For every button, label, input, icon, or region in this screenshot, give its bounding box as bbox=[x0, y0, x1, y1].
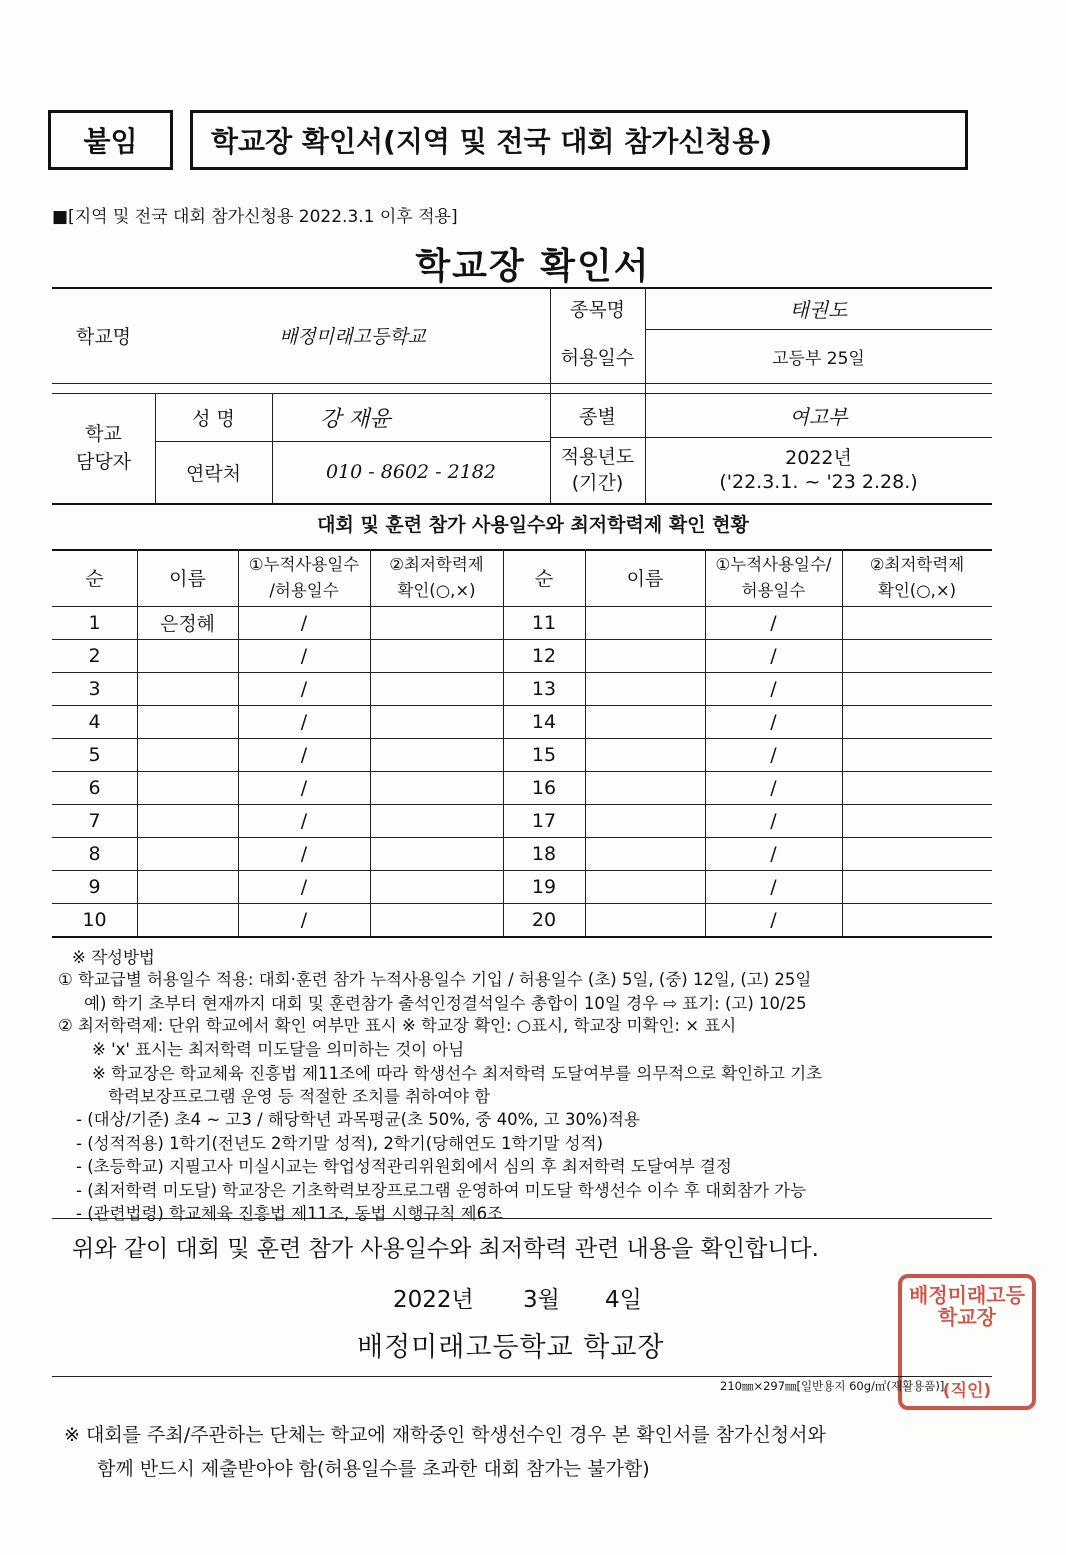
row-name-left bbox=[137, 870, 238, 903]
row-days-right: / bbox=[770, 743, 777, 766]
row-num-left: 2 bbox=[88, 644, 101, 667]
row-academic-right bbox=[842, 705, 992, 738]
instruction-line: ① 학교급별 허용일수 적용: 대회·훈련 참가 누적사용일수 기입 / 허용일수 (초) 5일, (중) 12일, (고) 25일 bbox=[58, 970, 812, 989]
paper-spec: 210㎜×297㎜[일반용지 60g/㎡(재활용품)] bbox=[720, 1379, 945, 1393]
row-num-left: 8 bbox=[88, 842, 101, 865]
row-academic-left bbox=[370, 771, 503, 804]
instruction-line: - (성적적용) 1학기(전년도 2학기말 성적), 2학기(당해연도 1학기말 성적) bbox=[76, 1134, 604, 1153]
header-name-left: 이름 bbox=[169, 568, 206, 590]
school-value: 배정미래고등학교 bbox=[279, 325, 426, 348]
school-label: 학교명 bbox=[75, 325, 132, 348]
row-name-right bbox=[585, 903, 705, 936]
row-academic-left bbox=[370, 903, 503, 936]
confirmation-text: 위와 같이 대회 및 훈련 참가 사용일수와 최저학력 관련 내용을 확인합니다. bbox=[72, 1236, 819, 1262]
header-days-right: ①누적사용일수/ 허용일수 bbox=[715, 554, 832, 600]
row-days-right: / bbox=[770, 710, 777, 733]
row-academic-right bbox=[842, 903, 992, 936]
row-name-left bbox=[137, 639, 238, 672]
row-academic-right bbox=[842, 738, 992, 771]
instruction-line: ② 최저학력제: 단위 학교에서 확인 여부만 표시 ※ 학교장 확인: ○표시, 학교장 미확인: × 표시 bbox=[58, 1016, 737, 1035]
manager-label: 학교 담당자 bbox=[75, 423, 132, 473]
header-title-box bbox=[190, 110, 968, 170]
row-num-left: 7 bbox=[88, 809, 101, 832]
row-num-right: 12 bbox=[531, 644, 557, 667]
division-value: 여고부 bbox=[789, 404, 848, 429]
row-name-right bbox=[585, 738, 705, 771]
row-days-right: / bbox=[770, 776, 777, 799]
year-value: 2022년 bbox=[785, 447, 852, 469]
row-num-left: 4 bbox=[88, 710, 101, 733]
row-academic-right bbox=[842, 606, 992, 639]
year-label: 적용년도 (기간) bbox=[560, 446, 635, 494]
instructions-bottom-line bbox=[52, 1218, 992, 1219]
row-name-left bbox=[137, 705, 238, 738]
period-value: ('22.3.1. ~ '23 2.28.) bbox=[719, 471, 918, 493]
row-days-left: / bbox=[300, 743, 308, 766]
name-label: 성 명 bbox=[192, 407, 235, 430]
row-num-right: 16 bbox=[531, 776, 557, 799]
row-academic-left bbox=[370, 804, 503, 837]
row-name-left bbox=[137, 771, 238, 804]
row-name-right bbox=[585, 672, 705, 705]
header-num-right: 순 bbox=[534, 568, 554, 590]
row-name-right bbox=[585, 771, 705, 804]
row-days-right: / bbox=[770, 644, 777, 667]
allowed-label: 허용일수 bbox=[560, 346, 635, 369]
instruction-line: 학력보장프로그램 운영 등 적절한 조치를 취하여야 함 bbox=[108, 1087, 491, 1106]
row-days-left: / bbox=[300, 809, 308, 832]
row-days-left: / bbox=[300, 644, 308, 667]
header-academic-left: ②최저학력제 확인(○,×) bbox=[389, 554, 484, 600]
row-academic-right bbox=[842, 804, 992, 837]
row-days-right: / bbox=[770, 809, 777, 832]
header-title: 학교장 확인서(지역 및 전국 대회 참가신청용) bbox=[211, 125, 773, 158]
row-name-left bbox=[137, 672, 238, 705]
info-table-bottom bbox=[52, 503, 992, 505]
header-name-right: 이름 bbox=[626, 568, 664, 590]
row-days-right: / bbox=[770, 908, 777, 931]
header-academic-right: ②최저학력제 확인(○,×) bbox=[869, 554, 965, 600]
row-num-right: 18 bbox=[531, 842, 557, 865]
row-num-right: 11 bbox=[531, 611, 557, 634]
seal-mark: (직인) bbox=[942, 1381, 992, 1401]
contact-value: 010 - 8602 - 2182 bbox=[326, 461, 496, 483]
row-name-right bbox=[585, 639, 705, 672]
name-value: 강 재윤 bbox=[320, 406, 391, 432]
instruction-line: - (초등학교) 지필고사 미실시교는 학업성적관리위원회에서 심의 후 최저학력 도달여부 결정 bbox=[76, 1157, 732, 1176]
row-days-left: / bbox=[300, 908, 308, 931]
header-days-left: ①누적사용일수 /허용일수 bbox=[248, 554, 360, 600]
footer-line bbox=[52, 1376, 992, 1377]
row-academic-left bbox=[370, 738, 503, 771]
row-days-left: / bbox=[300, 710, 308, 733]
row-num-left: 9 bbox=[88, 875, 101, 898]
doc-title: 학교장 확인서 bbox=[415, 246, 651, 287]
table-bottom bbox=[52, 936, 992, 938]
row-num-left: 5 bbox=[88, 743, 101, 766]
row-academic-right bbox=[842, 639, 992, 672]
date-year: 2022년 bbox=[393, 1287, 474, 1313]
row-num-right: 19 bbox=[531, 875, 557, 898]
attachment-label: 붙임 bbox=[83, 125, 138, 158]
row-num-right: 20 bbox=[531, 908, 557, 931]
row-num-right: 17 bbox=[531, 809, 557, 832]
row-name-left bbox=[137, 804, 238, 837]
row-academic-right bbox=[842, 870, 992, 903]
info-line bbox=[52, 383, 992, 384]
instruction-line: 예) 학기 초부터 현재까지 대회 및 훈련참가 출석인정결석일수 총합이 10일 경우 ⇨ 표기: (고) 10/25 bbox=[84, 994, 807, 1013]
form-notice: ■[지역 및 전국 대회 참가신청용 2022.3.1 이후 적용] bbox=[52, 207, 458, 227]
seal-text: 배정미래고등학교장 bbox=[909, 1283, 1025, 1329]
row-name-left bbox=[137, 903, 238, 936]
row-days-left: / bbox=[300, 776, 308, 799]
division-label: 종별 bbox=[579, 405, 616, 428]
instruction-line: - (대상/기준) 초4 ~ 고3 / 해당학년 과목평균(초 50%, 중 40%, 고 30%)적용 bbox=[76, 1110, 640, 1129]
row-days-right: / bbox=[770, 875, 777, 898]
section-title: 대회 및 훈련 참가 사용일수와 최저학력제 확인 현황 bbox=[317, 514, 749, 536]
row-name-right bbox=[585, 606, 705, 639]
row-academic-left bbox=[370, 672, 503, 705]
row-days-left: / bbox=[300, 875, 308, 898]
row-name-left bbox=[137, 837, 238, 870]
row-days-right: / bbox=[770, 611, 777, 634]
row-name-left bbox=[137, 738, 238, 771]
row-days-left: / bbox=[300, 842, 308, 865]
instruction-line: ※ 작성방법 bbox=[72, 948, 155, 967]
row-num-left: 6 bbox=[88, 776, 101, 799]
instruction-line: - (최저학력 미도달) 학교장은 기초학력보장프로그램 운영하여 미도달 학생선수 이수 후 대회참가 가능 bbox=[76, 1181, 807, 1200]
row-name-right bbox=[585, 804, 705, 837]
sport-value: 태권도 bbox=[789, 297, 848, 322]
row-academic-left bbox=[370, 639, 503, 672]
row-name-left: 은정혜 bbox=[159, 613, 216, 635]
allowed-value: 고등부 25일 bbox=[772, 348, 865, 369]
row-num-right: 14 bbox=[531, 710, 557, 733]
footer-note-1: ※ 대회를 주최/주관하는 단체는 학교에 재학중인 학생선수인 경우 본 확인서를 참가신청서와 bbox=[64, 1424, 826, 1446]
row-academic-right bbox=[842, 771, 992, 804]
row-academic-right bbox=[842, 837, 992, 870]
row-days-right: / bbox=[770, 677, 777, 700]
header-num-left: 순 bbox=[85, 568, 104, 590]
row-academic-left bbox=[370, 705, 503, 738]
row-academic-left bbox=[370, 870, 503, 903]
row-name-right bbox=[585, 705, 705, 738]
row-name-right bbox=[585, 837, 705, 870]
row-name-right bbox=[585, 870, 705, 903]
signer: 배정미래고등학교 학교장 bbox=[357, 1332, 665, 1363]
date-month: 3월 bbox=[523, 1287, 560, 1313]
row-days-left: / bbox=[300, 611, 308, 634]
instruction-line: - (관련법령) 학교체육 진흥법 제11조, 동법 시행규칙 제6조 bbox=[76, 1204, 503, 1223]
row-num-right: 13 bbox=[531, 677, 557, 700]
date-day: 4일 bbox=[605, 1287, 642, 1313]
row-num-left: 10 bbox=[82, 908, 107, 931]
row-days-right: / bbox=[770, 842, 777, 865]
row-num-left: 1 bbox=[88, 611, 101, 634]
sport-label: 종목명 bbox=[569, 298, 626, 321]
contact-label: 연락처 bbox=[185, 462, 242, 485]
instruction-line: ※ 학교장은 학교체육 진흥법 제11조에 따라 학생선수 최저학력 도달여부를 의무적으로 확인하고 기초 bbox=[92, 1064, 823, 1083]
row-num-left: 3 bbox=[88, 677, 101, 700]
row-num-right: 15 bbox=[531, 743, 557, 766]
row-academic-right bbox=[842, 672, 992, 705]
footer-note-2: 함께 반드시 제출받아야 함(허용일수를 초과한 대회 참가는 불가함) bbox=[97, 1458, 650, 1480]
instruction-line: ※ 'x' 표시는 최저학력 미도달을 의미하는 것이 아님 bbox=[92, 1040, 465, 1059]
row-academic-left bbox=[370, 606, 503, 639]
row-days-left: / bbox=[300, 677, 308, 700]
attachment-label-box bbox=[48, 110, 173, 170]
row-academic-left bbox=[370, 837, 503, 870]
